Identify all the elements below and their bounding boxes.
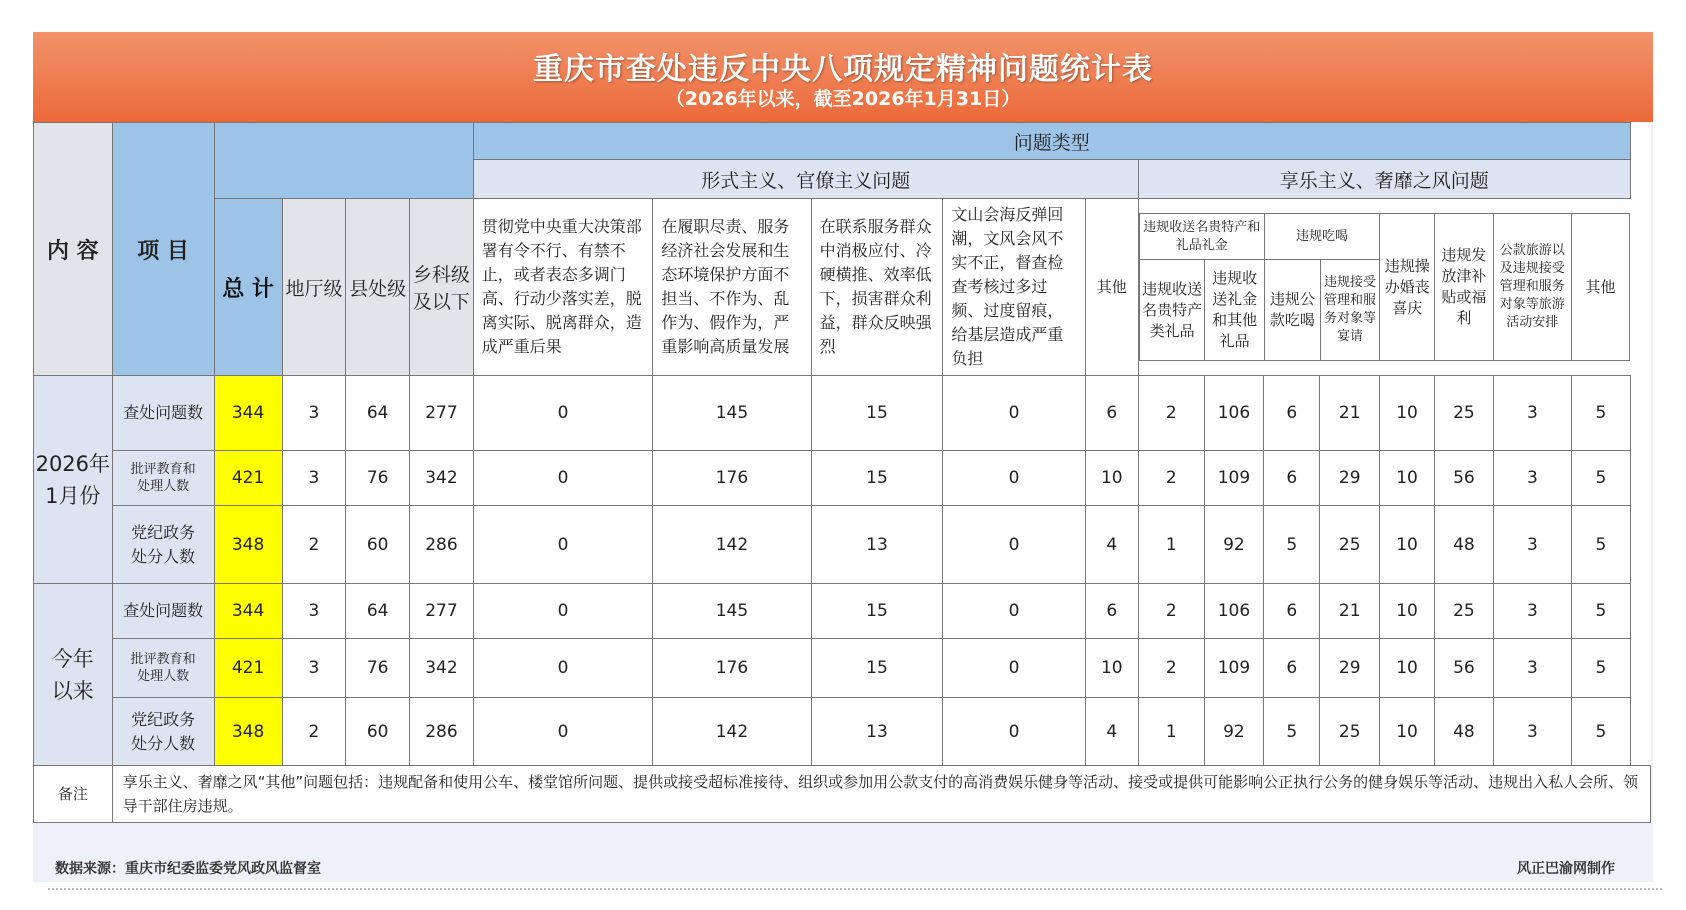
cell: 5 (1264, 506, 1320, 584)
cell: 15 (811, 451, 943, 506)
cell: 2 (282, 698, 346, 766)
cell: 6 (1264, 376, 1320, 451)
header-formalism-col-1: 贯彻党中央重大决策部署有令不行、有禁不止，或者表态多调门高、行动少落实差，脱离实际、脱离群众，造成严重后果 (473, 199, 653, 376)
cell: 5 (1572, 451, 1630, 506)
cell: 13 (811, 506, 943, 584)
cell: 6 (1264, 639, 1320, 698)
header-dining-col-1: 违规公款吃喝 (1264, 260, 1320, 361)
header-item: 项 目 (112, 123, 214, 376)
hedonism-subheader (1138, 199, 1630, 376)
cell: 48 (1435, 698, 1493, 766)
cell: 0 (473, 376, 653, 451)
header-formalism-col-2: 在履职尽责、服务经济社会发展和生态环境保护方面不担当、不作为、乱作为、假作为，严重影响高质量发展 (653, 199, 811, 376)
cell: 3 (1493, 639, 1572, 698)
cell: 1 (1138, 698, 1204, 766)
cell: 3 (1493, 698, 1572, 766)
cell: 0 (943, 584, 1085, 639)
cell: 342 (410, 639, 474, 698)
table-row (34, 698, 1651, 766)
group-label-month: 2026年1月份 (34, 376, 113, 584)
header-level-township: 乡科级及以下 (410, 199, 474, 376)
page-title: 重庆市查处违反中央八项规定精神问题统计表 (533, 52, 1153, 87)
cell: 176 (653, 451, 811, 506)
notes-text: 享乐主义、奢靡之风“其他”问题包括：违规配备和使用公车、楼堂馆所问题、提供或接受超标准接待、组织或参加用公款支付的高消费娱乐健身等活动、接受或提供可能影响公正执行公务的健身娱乐等活动、违规出入私人会所、领导干部住房违规。 (112, 766, 1650, 823)
cell: 64 (346, 584, 410, 639)
cell: 3 (1493, 584, 1572, 639)
header-formalism-col-4: 文山会海反弹回潮，文风会风不实不正，督查检查考核过多过频、过度留痕，给基层造成严重负担 (943, 199, 1085, 376)
cell: 92 (1204, 506, 1263, 584)
row-item: 查处问题数 (112, 376, 214, 451)
header-dining-group: 违规吃喝 (1264, 214, 1379, 260)
header-problem-type: 问题类型 (473, 123, 1630, 160)
cell-total: 421 (214, 639, 282, 698)
cell: 10 (1379, 506, 1434, 584)
cell: 60 (346, 506, 410, 584)
cell: 3 (1493, 376, 1572, 451)
cell: 0 (473, 698, 653, 766)
right-margin (1630, 123, 1650, 639)
cell: 3 (282, 376, 346, 451)
header-subsidy: 违规发放津补贴或福利 (1435, 214, 1493, 361)
cell: 64 (346, 376, 410, 451)
cell: 106 (1204, 376, 1263, 451)
group-label-year: 今年以来 (34, 584, 113, 766)
cell: 3 (1493, 451, 1572, 506)
cell: 4 (1085, 698, 1138, 766)
cell: 10 (1379, 698, 1434, 766)
document-frame (33, 32, 1653, 882)
cell: 6 (1085, 376, 1138, 451)
cell: 5 (1572, 506, 1630, 584)
cell: 56 (1435, 639, 1493, 698)
cell: 5 (1572, 698, 1630, 766)
header-gift-col-1: 违规收送名贵特产类礼品 (1139, 260, 1205, 361)
table-row (34, 451, 1651, 506)
cell: 60 (346, 698, 410, 766)
cell-total: 348 (214, 506, 282, 584)
row-item: 党纪政务处分人数 (112, 698, 214, 766)
header-content: 内 容 (34, 123, 113, 376)
table-row (34, 376, 1651, 451)
cell: 2 (1138, 584, 1204, 639)
cell: 286 (410, 506, 474, 584)
cell: 0 (943, 451, 1085, 506)
statistics-table (33, 122, 1651, 823)
cell-total: 344 (214, 584, 282, 639)
cell: 6 (1264, 584, 1320, 639)
cell: 25 (1435, 376, 1493, 451)
header-gift-group: 违规收送名贵特产和礼品礼金 (1139, 214, 1264, 260)
cell: 15 (811, 584, 943, 639)
cell: 1 (1138, 506, 1204, 584)
cell: 109 (1204, 639, 1263, 698)
cell: 109 (1204, 451, 1263, 506)
header-formalism-other: 其他 (1085, 199, 1138, 376)
cell-total: 344 (214, 376, 282, 451)
cell: 76 (346, 451, 410, 506)
cell: 6 (1264, 451, 1320, 506)
cell: 56 (1435, 451, 1493, 506)
cell: 25 (1320, 698, 1379, 766)
cell: 145 (653, 584, 811, 639)
maker-credit: 风正巴渝网制作 (1517, 861, 1615, 877)
cell: 3 (282, 584, 346, 639)
cell: 76 (346, 639, 410, 698)
header-formalism-col-3: 在联系服务群众中消极应付、冷硬横推、效率低下，损害群众利益，群众反映强烈 (811, 199, 943, 376)
cell: 0 (473, 451, 653, 506)
cell: 0 (943, 698, 1085, 766)
cell: 10 (1379, 639, 1434, 698)
cell: 277 (410, 376, 474, 451)
cell-total: 348 (214, 698, 282, 766)
cell: 21 (1320, 584, 1379, 639)
header-hedonism-group: 享乐主义、奢靡之风问题 (1138, 160, 1630, 199)
cell: 92 (1204, 698, 1263, 766)
header-level-county: 县处级 (346, 199, 410, 376)
cell: 6 (1085, 584, 1138, 639)
cell: 25 (1435, 584, 1493, 639)
header-wedding: 违规操办婚丧喜庆 (1380, 214, 1435, 361)
cell: 3 (282, 451, 346, 506)
cell: 48 (1435, 506, 1493, 584)
cell: 286 (410, 698, 474, 766)
cell: 3 (282, 639, 346, 698)
cell: 0 (943, 376, 1085, 451)
header-hedonism-other: 其他 (1571, 214, 1629, 361)
cell: 142 (653, 506, 811, 584)
notes-row (34, 766, 1651, 823)
header-blank (214, 123, 473, 199)
cell: 5 (1572, 376, 1630, 451)
cell: 0 (473, 639, 653, 698)
cell: 2 (1138, 451, 1204, 506)
cell: 0 (943, 506, 1085, 584)
cell: 2 (282, 506, 346, 584)
cell: 25 (1320, 506, 1379, 584)
header-gift-col-2: 违规收送礼金和其他礼品 (1205, 260, 1264, 361)
notes-label: 备注 (34, 766, 113, 823)
row-item: 批评教育和处理人数 (112, 451, 214, 506)
cell: 5 (1572, 584, 1630, 639)
table-row (34, 584, 1651, 639)
cell: 10 (1085, 639, 1138, 698)
cell: 3 (1493, 506, 1572, 584)
cell: 4 (1085, 506, 1138, 584)
cell: 13 (811, 698, 943, 766)
title-banner (33, 32, 1653, 122)
header-dining-col-2: 违规接受管理和服务对象等宴请 (1320, 260, 1379, 361)
header-formalism-group: 形式主义、官僚主义问题 (473, 160, 1138, 199)
header-total: 总 计 (214, 199, 282, 376)
cell: 15 (811, 376, 943, 451)
cell-total: 421 (214, 451, 282, 506)
cell: 29 (1320, 451, 1379, 506)
cell: 106 (1204, 584, 1263, 639)
table-row (34, 506, 1651, 584)
cell: 145 (653, 376, 811, 451)
cell: 0 (943, 639, 1085, 698)
cell: 176 (653, 639, 811, 698)
cell: 0 (473, 584, 653, 639)
cell: 5 (1572, 639, 1630, 698)
table-row (34, 639, 1651, 698)
cell: 142 (653, 698, 811, 766)
header-level-prefecture: 地厅级 (282, 199, 346, 376)
cell: 2 (1138, 639, 1204, 698)
cell: 10 (1379, 376, 1434, 451)
cell: 29 (1320, 639, 1379, 698)
header-travel: 公款旅游以及违规接受管理和服务对象等旅游活动安排 (1493, 214, 1571, 361)
cell: 10 (1085, 451, 1138, 506)
divider (48, 888, 1662, 890)
cell: 2 (1138, 376, 1204, 451)
row-item: 党纪政务处分人数 (112, 506, 214, 584)
cell: 10 (1379, 451, 1434, 506)
row-item: 批评教育和处理人数 (112, 639, 214, 698)
page-subtitle: （2026年以来，截至2026年1月31日） (665, 88, 1021, 110)
row-item: 查处问题数 (112, 584, 214, 639)
cell: 21 (1320, 376, 1379, 451)
data-source: 数据来源：重庆市纪委监委党风政风监督室 (55, 861, 321, 877)
cell: 277 (410, 584, 474, 639)
cell: 15 (811, 639, 943, 698)
cell: 5 (1264, 698, 1320, 766)
cell: 10 (1379, 584, 1434, 639)
cell: 0 (473, 506, 653, 584)
cell: 342 (410, 451, 474, 506)
